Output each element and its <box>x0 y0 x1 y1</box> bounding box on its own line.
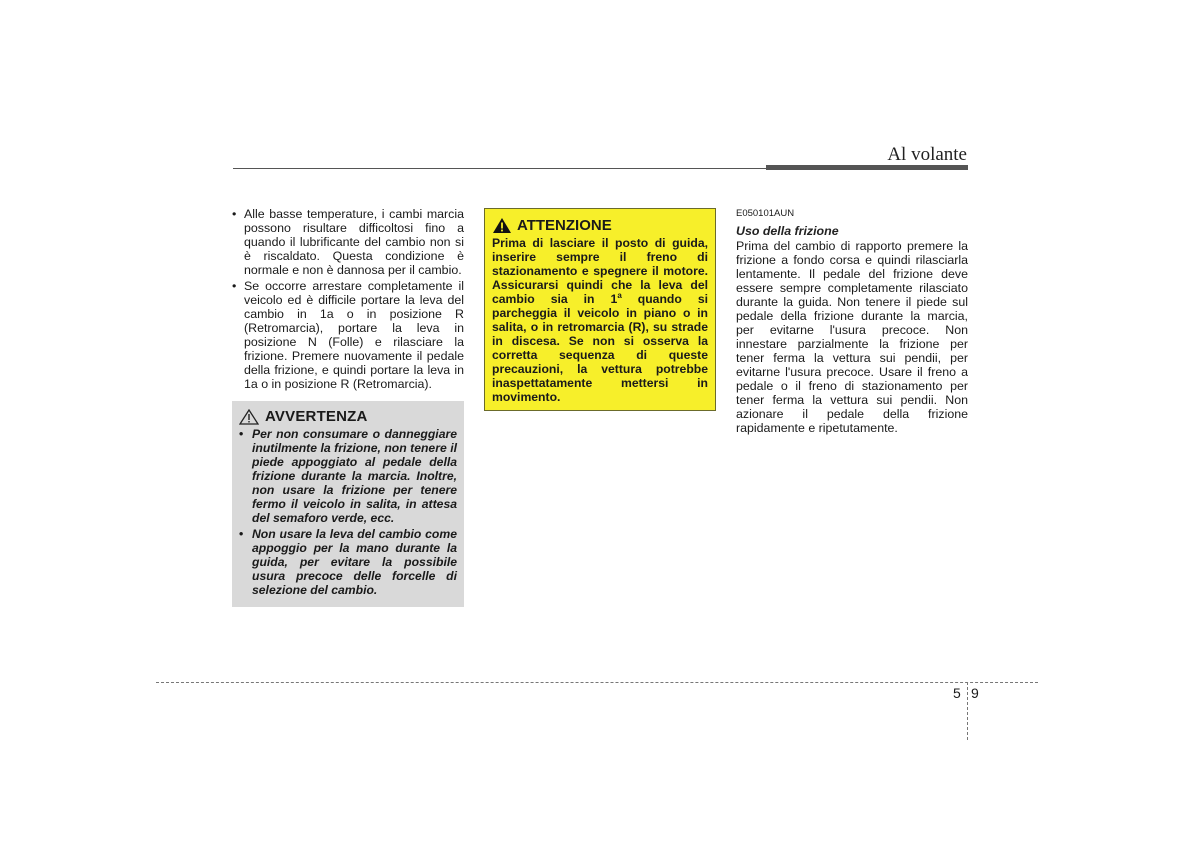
section-subtitle: Uso della frizione <box>736 224 839 238</box>
header-accent-bar <box>766 165 968 170</box>
page-header-title: Al volante <box>887 144 967 165</box>
caution-triangle-icon <box>239 409 259 425</box>
avvertenza-list <box>239 427 457 597</box>
bullet-list <box>232 207 464 391</box>
attenzione-title: ATTENZIONE <box>517 216 612 234</box>
attenzione-box <box>484 208 716 411</box>
avvertenza-header <box>239 409 457 425</box>
middle-column <box>484 208 716 411</box>
attenzione-header <box>492 217 708 234</box>
bullet-item: • Se occorre arrestare completamente il veicolo ed è difficile portare la leva del cambio in 1a o in posizione R (Retromarcia), portare la leva in posizione N (Folle) e rilasciare la frizione. Premere nuovamente il pedale della frizione, e quindi portare la leva in 1a o in posizione R (Retromarcia). <box>232 279 464 391</box>
bullet-item: • Alle basse temperature, i cambi marcia possono risultare difficoltosi fino a quando il lubrificante del cambio non si è riscaldato. Questa condizione è normale e non è dannosa per il cambio. <box>232 207 464 277</box>
chapter-number: 5 <box>953 685 961 701</box>
footer-rule <box>156 682 1038 683</box>
avvertenza-title: AVVERTENZA <box>265 408 368 425</box>
footer-divider <box>967 682 968 740</box>
attenzione-text: Prima di lasciare il posto di guida, inserire sempre il freno di stazionamento e spegnere il motore. Assicurarsi quindi che la leva del cambio sia in 1$^a$ quando si parcheggia il veicolo in piano o in salita, o in retromarcia (R), su strade in discesa. Se non si osserva la corretta sequenza di queste precauzioni, la vettura potrebbe inaspettatamente mettersi in movimento. <box>492 236 708 404</box>
avvertenza-item: • Non usare la leva del cambio come appoggio per la mano durante la guida, per evitare la possibile usura precoce delle forcelle di selezione del cambio. <box>239 527 457 597</box>
avvertenza-item: • Per non consumare o danneggiare inutilmente la frizione, non tenere il piede appoggiato al pedale della frizione durante la marcia. Inoltre, non usare la frizione per tenere fermo il veicolo in salita, in attesa del semaforo verde, ecc. <box>239 427 457 525</box>
right-column <box>736 207 968 435</box>
avvertenza-box <box>232 401 464 607</box>
page-number: 9 <box>971 685 979 701</box>
section-body: Prima del cambio di rapporto premere la frizione a fondo corsa e quindi rilasciarla lentamente. Il pedale del frizione deve essere sempre completamente rilasciato durante la guida. Non tenere il piede sul pedale della frizione durante la marcia, per evitarne l'usura precoce. Non innestare parzialmente la frizione per tener ferma la vettura sui pendii, per evitarne l'usura precoce. Usare il freno a pedale o il freno di stazionamento per tener ferma la vettura sui pendii. Non azionare il pedale della frizione rapidamente e ripetutamente. <box>736 239 968 435</box>
section-code: E050101AUN <box>736 208 795 219</box>
warning-triangle-icon <box>492 217 512 234</box>
left-column <box>232 207 464 607</box>
